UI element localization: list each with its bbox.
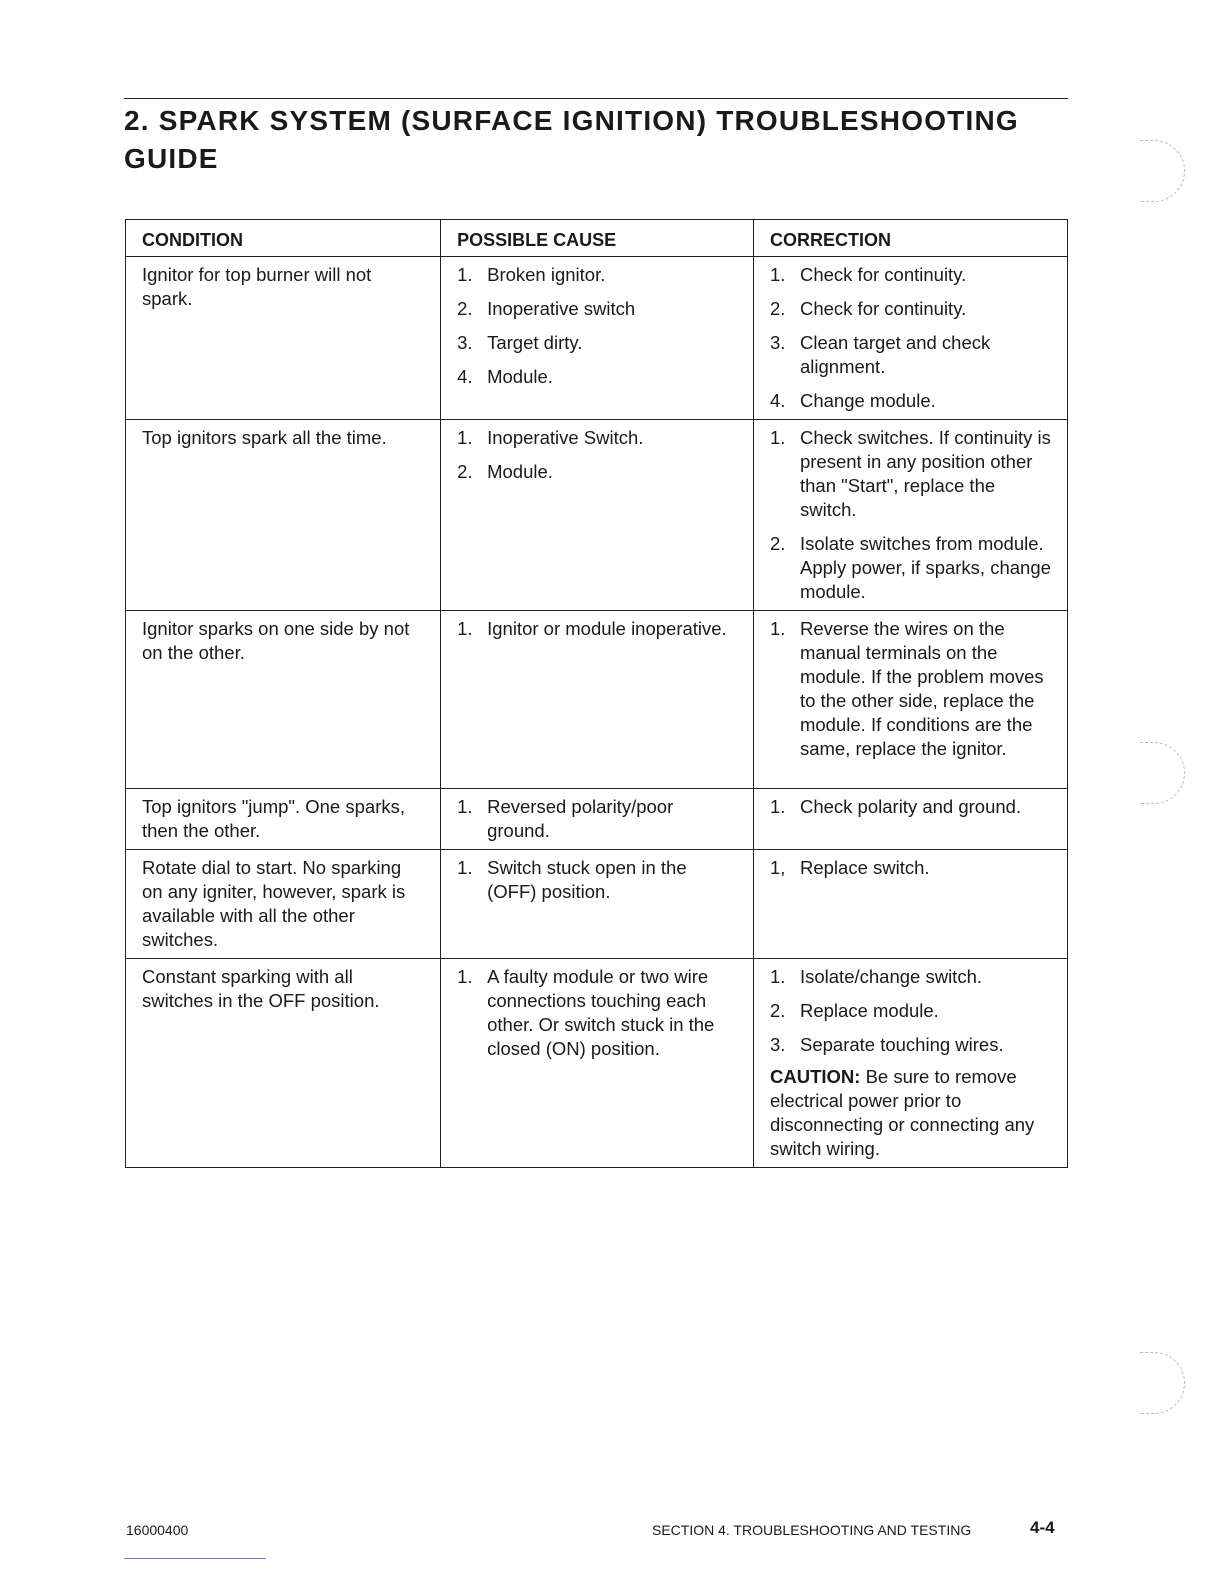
cause-item: 2. Inoperative switch	[457, 298, 636, 319]
troubleshooting-table	[125, 219, 1068, 1168]
correction-cell	[753, 611, 1067, 789]
cause-cell	[441, 257, 754, 420]
correction-item: 2. Isolate switches from module. Apply power, if sparks, change module.	[769, 533, 1051, 602]
correction-cell	[753, 850, 1067, 959]
condition-cell: Ignitor sparks on one side by not on the other.	[126, 611, 441, 789]
table-row	[126, 850, 1068, 959]
cause-cell	[441, 611, 754, 789]
table-header-row	[126, 220, 1068, 257]
caution-label: CAUTION:	[769, 1066, 861, 1087]
cause-item: 1. Broken ignitor.	[457, 264, 606, 285]
footer-rule	[124, 1558, 266, 1559]
correction-item: 3. Separate touching wires.	[769, 1034, 1004, 1055]
document-number: 16000400	[126, 1522, 189, 1538]
cause-item: 4. Module.	[457, 366, 553, 387]
correction-item: 4. Change module.	[769, 390, 936, 411]
condition-cell: Ignitor for top burner will not spark.	[126, 257, 441, 420]
correction-item: 1. Isolate/change switch.	[769, 966, 983, 987]
page-title: 2. SPARK SYSTEM (SURFACE IGNITION) TROUBLESHOOTING GUIDE	[124, 105, 1019, 174]
correction-item: 2. Check for continuity.	[769, 298, 967, 319]
binder-hole-mark	[1140, 1352, 1185, 1414]
correction-cell	[753, 420, 1067, 611]
correction-cell	[753, 257, 1067, 420]
cause-item: 1. Ignitor or module inoperative.	[457, 618, 727, 639]
correction-item: 2. Replace module.	[769, 1000, 939, 1021]
correction-item: 1. Check switches. If continuity is present in any position other than "Start", replace the switch.	[769, 427, 1051, 520]
condition-cell: Top ignitors "jump". One sparks, then the other.	[126, 789, 441, 850]
binder-hole-mark	[1140, 742, 1185, 804]
page-number: 4-4	[1030, 1518, 1055, 1537]
correction-cell	[753, 789, 1067, 850]
correction-item: 1. Check for continuity.	[769, 264, 967, 285]
condition-cell: Constant sparking with all switches in the OFF position.	[126, 959, 441, 1168]
table-row	[126, 257, 1068, 420]
cause-cell	[441, 959, 754, 1168]
cause-item: 1. A faulty module or two wire connections touching each other. Or switch stuck in the closed (ON) position.	[457, 966, 715, 1059]
cause-item: 1. Reversed polarity/poor ground.	[457, 796, 674, 841]
correction-item: 1. Check polarity and ground.	[769, 796, 1022, 817]
cause-item: 1. Inoperative Switch.	[457, 427, 644, 448]
table-row	[126, 959, 1068, 1168]
table-row	[126, 789, 1068, 850]
title-rule	[124, 98, 1068, 99]
caution-text: Be sure to remove electrical power prior to disconnecting or connecting any switch wiring.	[769, 1066, 1035, 1159]
caution-note	[770, 1065, 1053, 1161]
header-correction: CORRECTION	[753, 220, 1067, 257]
correction-item: 1. Reverse the wires on the manual terminals on the module. If the problem moves to the other side, replace the module. If conditions are the same, replace the ignitor.	[769, 618, 1044, 759]
cause-cell	[441, 420, 754, 611]
section-label: SECTION 4. TROUBLESHOOTING AND TESTING	[652, 1522, 972, 1538]
correction-item: 1, Replace switch.	[769, 857, 930, 878]
cause-cell	[441, 850, 754, 959]
table-row	[126, 420, 1068, 611]
table-row	[126, 611, 1068, 789]
cause-item: 2. Module.	[457, 461, 553, 482]
correction-item: 3. Clean target and check alignment.	[769, 332, 991, 377]
condition-cell: Top ignitors spark all the time.	[126, 420, 441, 611]
condition-cell: Rotate dial to start. No sparking on any igniter, however, spark is available with all the other switches.	[126, 850, 441, 959]
correction-cell	[753, 959, 1067, 1168]
cause-item: 3. Target dirty.	[457, 332, 583, 353]
header-condition: CONDITION	[126, 220, 441, 257]
cause-item: 1. Switch stuck open in the (OFF) position.	[457, 857, 687, 902]
cause-cell	[441, 789, 754, 850]
header-possible-cause: POSSIBLE CAUSE	[441, 220, 754, 257]
binder-hole-mark	[1140, 140, 1185, 202]
